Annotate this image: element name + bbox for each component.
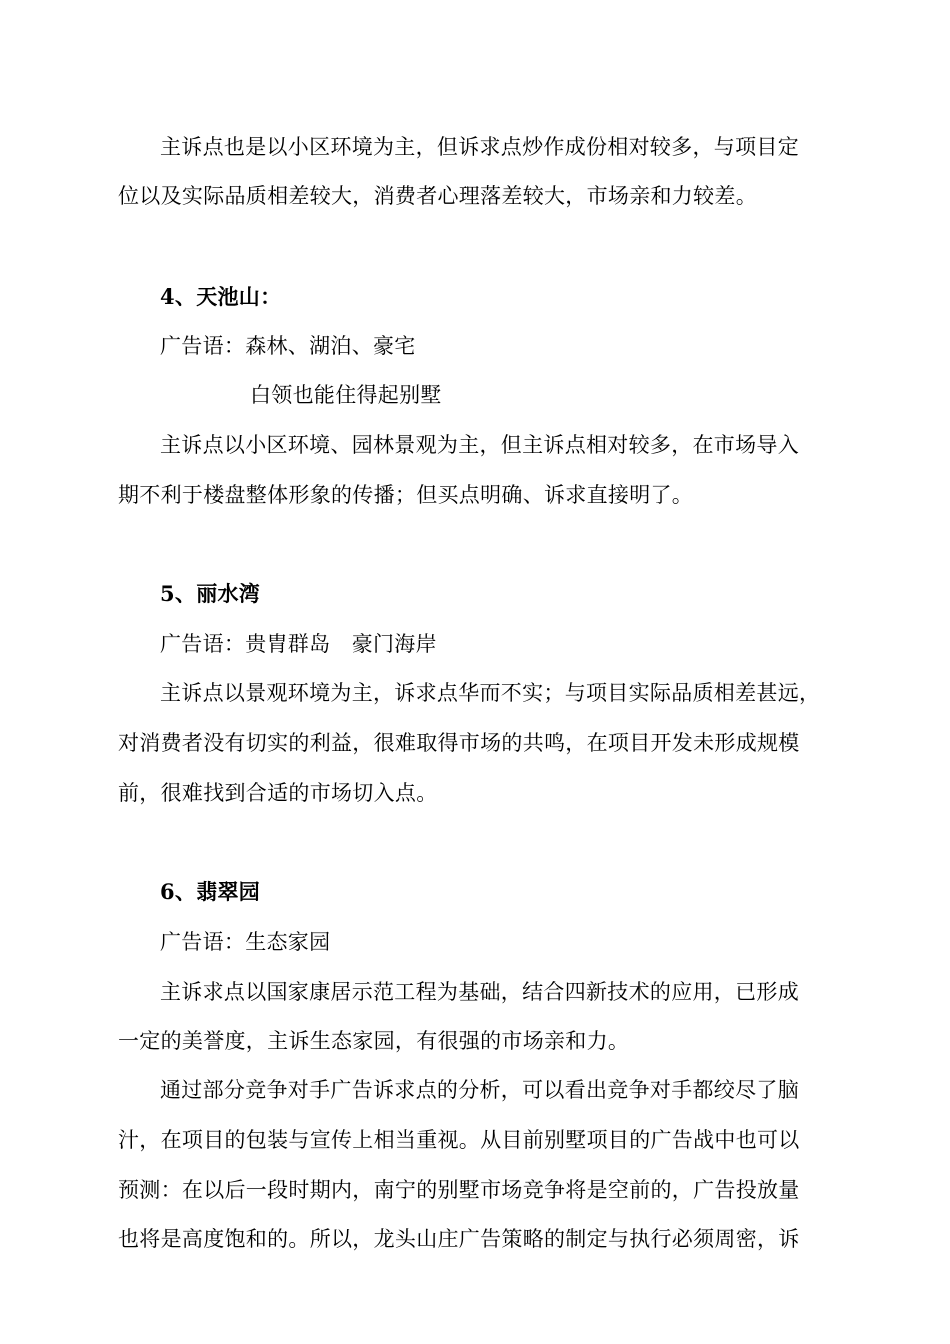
conclusion-line-3: 预测：在以后一段时期内，南宁的别墅市场竞争将是空前的，广告投放量: [118, 1178, 800, 1202]
section-5-analysis-line-3: 前，很难找到合适的市场切入点。: [118, 781, 438, 805]
conclusion-line-4: 也将是高度饱和的。所以，龙头山庄广告策略的制定与执行必须周密，诉: [118, 1227, 800, 1251]
section-5-heading: 5、丽水湾: [160, 581, 261, 606]
section-4-analysis-line-1: 主诉点以小区环境、园林景观为主，但主诉点相对较多，在市场导入: [160, 433, 799, 457]
section-6-analysis-line-2: 一定的美誉度，主诉生态家园，有很强的市场亲和力。: [118, 1029, 630, 1053]
section-4-slogan-line-1: 广告语：森林、湖泊、豪宅: [160, 334, 416, 358]
section-4-slogan-line-2: 白领也能住得起别墅: [250, 383, 442, 407]
conclusion-line-1: 通过部分竞争对手广告诉求点的分析，可以看出竞争对手都绞尽了脑: [160, 1078, 799, 1102]
section-4-analysis-line-2: 期不利于楼盘整体形象的传播；但买点明确、诉求直接明了。: [118, 483, 694, 507]
section-6-analysis-line-1: 主诉求点以国家康居示范工程为基础，结合四新技术的应用，已形成: [160, 980, 799, 1004]
section-6-heading: 6、翡翠园: [160, 879, 261, 904]
section-6-slogan-line-1: 广告语：生态家园: [160, 930, 331, 954]
section-5-analysis-line-1: 主诉点以景观环境为主，诉求点华而不实；与项目实际品质相差甚远，: [160, 681, 821, 705]
section-5-analysis-line-2: 对消费者没有切实的利益，很难取得市场的共鸣，在项目开发未形成规模: [118, 731, 800, 755]
section-4-heading: 4、天池山：: [160, 284, 282, 309]
paragraph-1-line-2: 位以及实际品质相差较大，消费者心理落差较大，市场亲和力较差。: [118, 184, 757, 208]
section-5-slogan-line-1: 广告语：贵胄群岛 豪门海岸: [160, 632, 437, 656]
conclusion-line-2: 汁，在项目的包装与宣传上相当重视。从目前别墅项目的广告战中也可以: [118, 1128, 800, 1152]
paragraph-1-line-1: 主诉点也是以小区环境为主，但诉求点炒作成份相对较多，与项目定: [160, 135, 799, 159]
